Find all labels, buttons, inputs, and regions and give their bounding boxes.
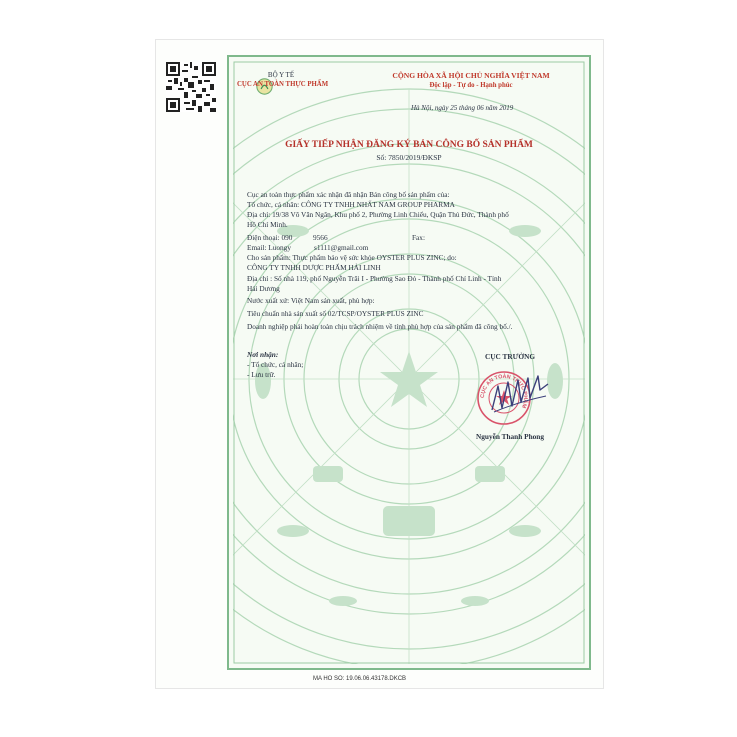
standard-line: Tiêu chuẩn nhà sản xuất số 02/TCSP/OYSTER PLUS ZINC (247, 309, 424, 318)
qr-code-icon (166, 62, 216, 112)
manufacturer-address-cont: Hải Dương (247, 284, 280, 293)
responsibility-line: Doanh nghiệp phải hoàn toàn chịu trách nhiệm về tính phù hợp của sản phẩm đã công bố./. (247, 322, 513, 331)
national-motto: Độc lập - Tự do - Hạnh phúc (429, 82, 513, 89)
email-label: Email: Luongy (247, 243, 291, 252)
dossier-code: MA HO SO: 19.06.06.43178.DKCB (313, 676, 407, 682)
origin-line: Nước xuất xứ: Việt Nam sản xuất, phù hợp: (247, 296, 375, 305)
ministry-name: BỘ Y TẾ (267, 71, 295, 79)
phone-tail: 9566 (313, 233, 328, 242)
signer-role: CỤC TRƯỞNG (484, 352, 536, 361)
organization-address-cont: Hồ Chí Minh. (247, 220, 288, 229)
document-title: GIẤY TIẾP NHẬN ĐĂNG KÝ BẢN CÔNG BỐ SẢN PHẨM (285, 140, 533, 150)
republic-name: CỘNG HÒA XÃ HỘI CHỦ NGHĨA VIỆT NAM (392, 71, 550, 80)
recipients-label: Nơi nhận: (247, 350, 279, 359)
recipient-item: - Lưu trữ. (247, 370, 276, 379)
manufacturer-address: Địa chỉ : Số nhà 119, phố Nguyễn Trãi I - Phường Sao Đỏ - Thành phố Chí Linh - Tỉnh (247, 274, 502, 283)
organization-address: Địa chỉ: 19/38 Võ Văn Ngân, Khu phố 2, Phường Linh Chiểu, Quận Thủ Đức, Thành phố (247, 210, 509, 219)
department-name: CỤC AN TOÀN THỰC PHẨM (237, 81, 329, 88)
handwritten-signature (488, 372, 552, 420)
email-tail: s1111@gmail.com (314, 243, 369, 252)
signer-name: Nguyễn Thanh Phong (476, 432, 544, 441)
intro-text: Cục an toàn thực phẩm xác nhận đã nhận Bản công bố sản phẩm của: (247, 190, 450, 199)
document-number: Số: 7850/2019/ĐKSP (376, 153, 442, 162)
fax-label: Fax: (412, 233, 425, 242)
phone-label: Điện thoại: 090 (247, 233, 293, 242)
manufacturer-name: CÔNG TY TNHH DƯỢC PHẨM HẢI LINH (247, 263, 381, 272)
organization-line: Tổ chức, cá nhân: CÔNG TY TNHH NHẤT NAM GROUP PHARMA (247, 200, 455, 209)
svg-text:CỤC AN TOÀN THỰC PHẨM: CỤC AN TOÀN THỰC PHẨM (479, 373, 529, 409)
recipient-item: - Tổ chức, cá nhân; (247, 360, 304, 369)
product-line: Cho sản phẩm: Thực phẩm bảo vệ sức khỏe OYSTER PLUS ZINC; do: (247, 253, 457, 262)
place-date: Hà Nội, ngày 25 tháng 06 năm 2019 (411, 104, 514, 112)
